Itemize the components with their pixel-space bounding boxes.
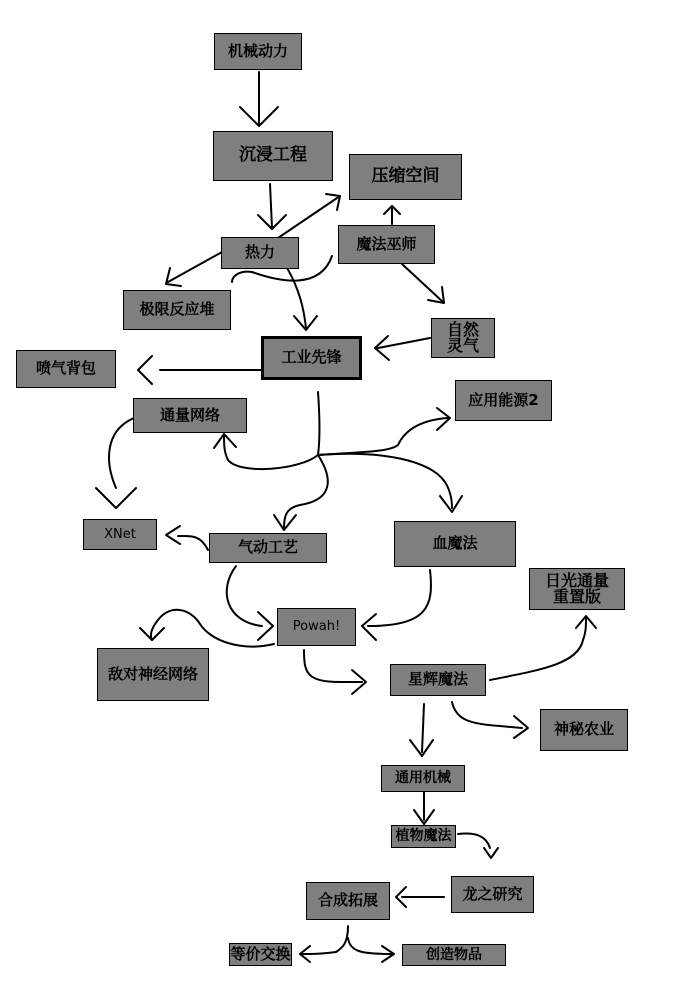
arrowhead-blood-to-powah bbox=[362, 614, 376, 640]
edge-flux-to-xnet bbox=[109, 418, 134, 488]
node-astral-sorcery[interactable]: 星辉魔法 bbox=[390, 664, 486, 696]
node-applied-energistics2[interactable]: 应用能源2 bbox=[455, 380, 552, 421]
edge-botania-to-nature bbox=[402, 264, 443, 302]
node-blood-magic[interactable]: 血魔法 bbox=[394, 521, 516, 567]
edge-synth-to-ee bbox=[300, 952, 336, 954]
node-extreme-reactors[interactable]: 极限反应堆 bbox=[123, 290, 231, 330]
node-nature-aura[interactable]: 自然 灵气 bbox=[431, 318, 495, 358]
node-pneumaticcraft[interactable]: 气动工艺 bbox=[209, 533, 327, 563]
edge-nature-to-if bbox=[378, 338, 430, 348]
edge-trunk-to-flux bbox=[224, 436, 318, 469]
edge-astral-to-mek bbox=[422, 704, 424, 752]
node-botany-pots[interactable]: 植物魔法 bbox=[391, 825, 456, 848]
node-jetpacks[interactable]: 喷气背包 bbox=[16, 350, 116, 388]
edge-trunk-to-blood bbox=[318, 454, 452, 508]
edge-pots-to-draconic bbox=[458, 834, 490, 848]
node-botania[interactable]: 魔法巫师 bbox=[338, 225, 435, 264]
node-mystical-agriculture[interactable]: 神秘农业 bbox=[540, 709, 628, 751]
node-xnet[interactable]: XNet bbox=[83, 519, 157, 550]
edge-astral-to-solar bbox=[490, 618, 586, 680]
node-rftools-hostile[interactable]: 敌对神经网络 bbox=[97, 648, 209, 701]
edge-trunk-to-ae2 bbox=[318, 418, 448, 455]
edge-synth-to-creative bbox=[348, 938, 392, 954]
edge-pneumatic-to-xnet bbox=[178, 536, 208, 550]
arrowhead-flux-to-xnet bbox=[96, 488, 136, 508]
node-mekanism[interactable]: 通用机械 bbox=[381, 765, 465, 792]
arrowhead-if-to-jetpacks bbox=[138, 356, 152, 384]
node-flux-networks[interactable]: 通量网络 bbox=[133, 398, 247, 433]
edge-blood-to-powah bbox=[368, 570, 431, 626]
node-thermal[interactable]: 热力 bbox=[221, 237, 299, 269]
edge-immersive-to-thermal bbox=[270, 184, 272, 228]
arrowhead-pneumatic-to-xnet bbox=[166, 526, 180, 544]
arrowhead-pots-to-draconic bbox=[484, 848, 498, 858]
edge-thermal-to-reactors bbox=[168, 252, 222, 282]
arrowhead-thermal-to-compact bbox=[326, 194, 340, 210]
node-mech-power[interactable]: 机械动力 bbox=[214, 33, 302, 70]
edge-thermal-to-compact bbox=[278, 196, 340, 238]
edge-if-trunk bbox=[318, 392, 320, 455]
node-powah[interactable]: Powah! bbox=[277, 608, 356, 646]
edge-powah-to-astral bbox=[304, 650, 362, 682]
node-industrial-foregoing[interactable]: 工业先锋 bbox=[261, 336, 362, 380]
node-equivalent-exchange[interactable]: 等价交换 bbox=[229, 943, 292, 966]
node-solar-flux-reborn[interactable]: 日光通量 重置版 bbox=[529, 568, 625, 610]
edge-synth-split bbox=[336, 926, 348, 952]
node-draconic-evolution[interactable]: 龙之研究 bbox=[451, 876, 534, 913]
node-immersive-engineering[interactable]: 沉浸工程 bbox=[213, 131, 333, 181]
edge-pneumatic-to-powah bbox=[227, 566, 262, 626]
node-creative-items[interactable]: 创造物品 bbox=[402, 944, 506, 966]
node-synthesis-ext[interactable]: 合成拓展 bbox=[306, 882, 390, 920]
edge-astral-to-agri bbox=[452, 702, 522, 728]
node-compact-space[interactable]: 压缩空间 bbox=[349, 154, 462, 200]
edge-powah-to-hostile bbox=[151, 610, 274, 647]
